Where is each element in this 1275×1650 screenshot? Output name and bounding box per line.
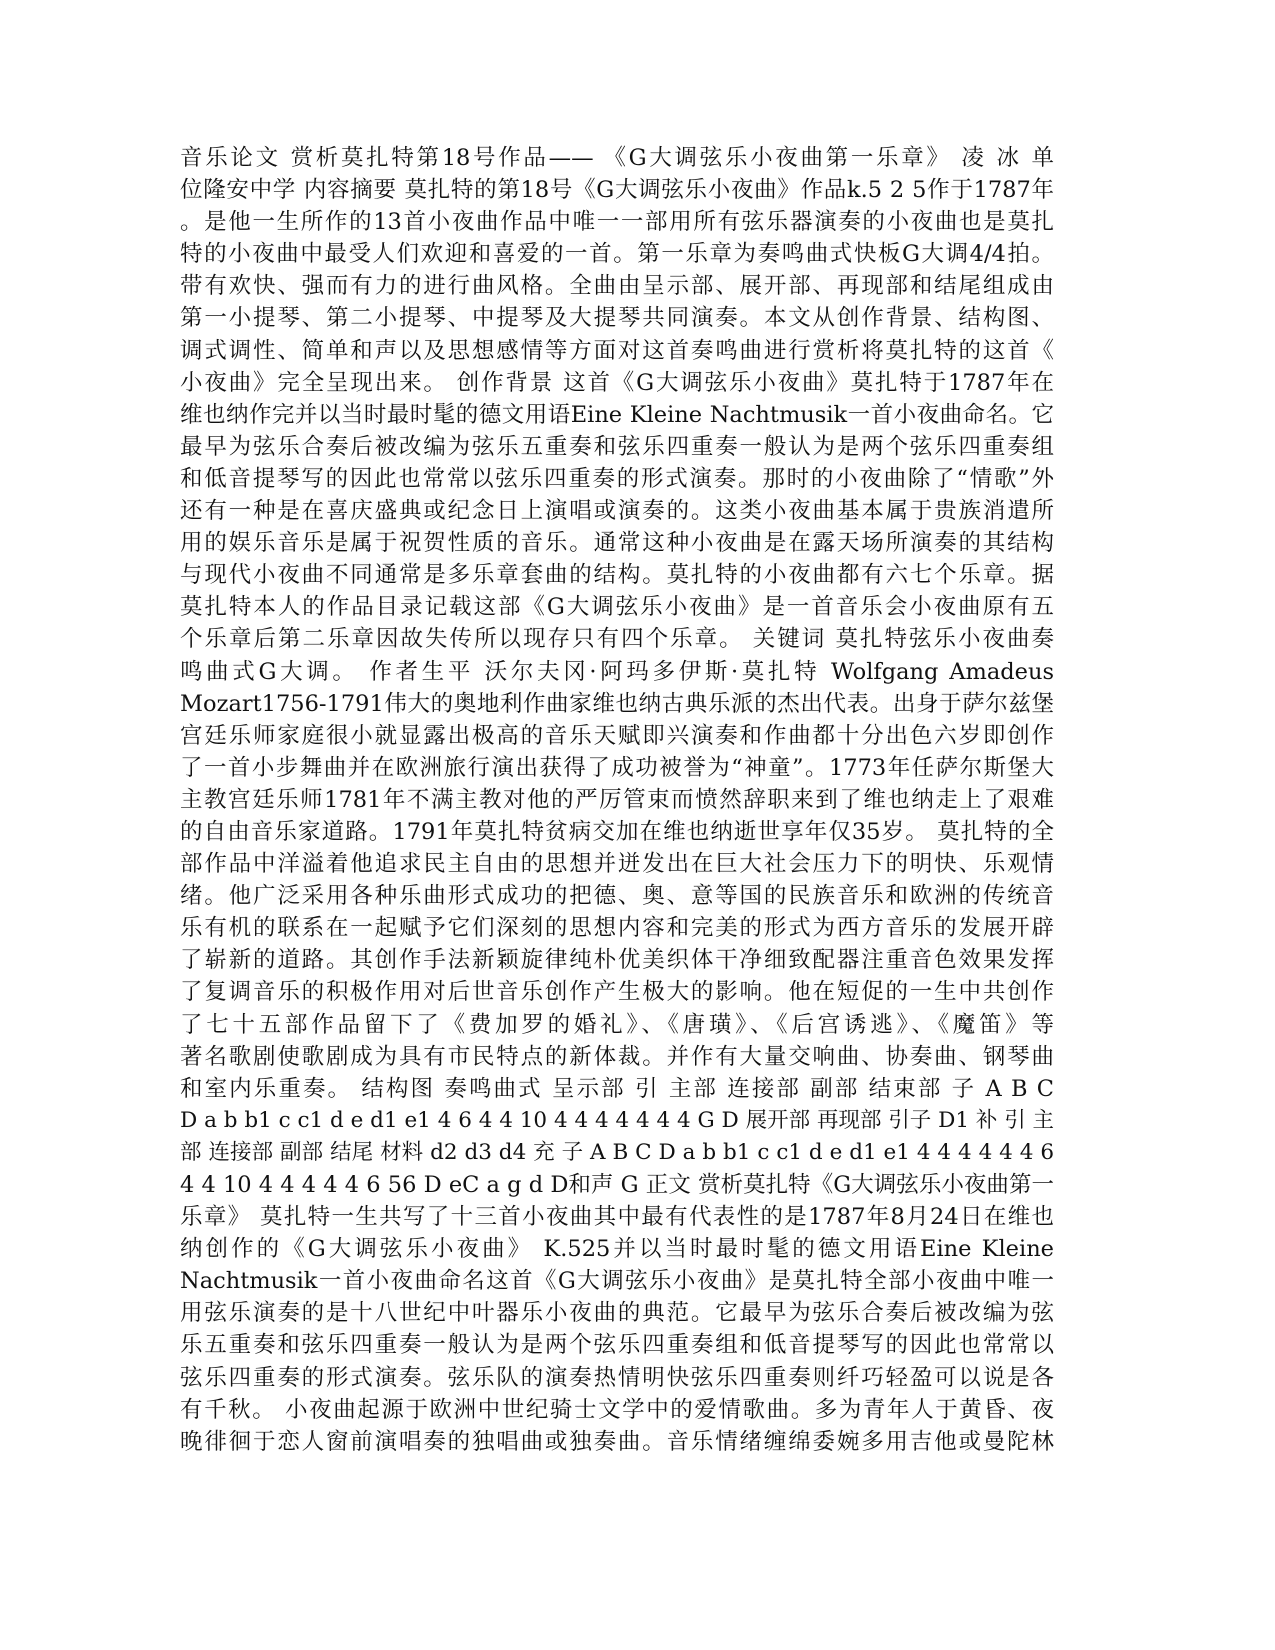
text-line: 与现代小夜曲不同通常是多乐章套曲的结构。莫扎特的小夜曲都有六七个乐章。据 [180, 562, 1054, 589]
text-line: 了崭新的道路。其创作手法新颖旋律纯朴优美织体干净细致配器注重音色效果发挥 [180, 947, 1054, 974]
text-line: 乐有机的联系在一起赋予它们深刻的思想内容和完美的形式为西方音乐的发展开辟 [180, 915, 1054, 942]
document-page [180, 142, 1054, 1458]
text-line: 维也纳作完并以当时最时髦的德文用语Eine Kleine Nachtmusik一首小夜曲命名。它 [180, 401, 1054, 428]
text-line: 部 连接部 副部 结尾 材料 d2 d3 d4 充 子 A B C D a b b1 c c1 d e d1 e1 4 4 4 4 4 4 6 [180, 1139, 1054, 1165]
text-line: 主教宫廷乐师1781年不满主教对他的严厉管束而愤然辞职来到了维也纳走上了艰难 [180, 786, 1054, 813]
text-line: 。是他一生所作的13首小夜曲作品中唯一一部用所有弦乐器演奏的小夜曲也是莫扎 [180, 209, 1054, 236]
text-line: 了一首小步舞曲并在欧洲旅行演出获得了成功被誉为“神童”。1773年任萨尔斯堡大 [180, 754, 1054, 781]
text-line: 乐五重奏和弦乐四重奏一般认为是两个弦乐四重奏组和低音提琴写的因此也常常以 [180, 1332, 1054, 1359]
text-line: 带有欢快、强而有力的进行曲风格。全曲由呈示部、展开部、再现部和结尾组成由 [180, 273, 1054, 300]
text-line: 第一小提琴、第二小提琴、中提琴及大提琴共同演奏。本文从创作背景、结构图、 [180, 305, 1054, 332]
text-line: 调式调性、简单和声以及思想感情等方面对这首奏鸣曲进行赏析将莫扎特的这首《 [180, 337, 1054, 364]
text-line: 位隆安中学 内容摘要 莫扎特的第18号《G大调弦乐小夜曲》作品k.5 2 5作于1787年 [180, 177, 1054, 204]
text-line: 弦乐四重奏的形式演奏。弦乐队的演奏热情明快弦乐四重奏则纤巧轻盈可以说是各 [180, 1364, 1054, 1391]
text-line: 宫廷乐师家庭很小就显露出极高的音乐天赋即兴演奏和作曲都十分出色六岁即创作 [180, 722, 1054, 749]
text-line: 纳创作的《G大调弦乐小夜曲》 K.525并以当时最时髦的德文用语Eine Kleine [180, 1236, 1054, 1263]
text-line: 鸣曲式G大调。 作者生平 沃尔夫冈·阿玛多伊斯·莫扎特 Wolfgang Amadeus [180, 658, 1054, 685]
text-line: 了复调音乐的积极作用对后世音乐创作产生极大的影响。他在短促的一生中共创作 [180, 979, 1054, 1006]
text-line: 用弦乐演奏的是十八世纪中叶器乐小夜曲的典范。它最早为弦乐合奏后被改编为弦 [180, 1300, 1054, 1327]
text-line: 著名歌剧使歌剧成为具有市民特点的新体裁。并作有大量交响曲、协奏曲、钢琴曲 [180, 1043, 1054, 1070]
text-line: 部作品中洋溢着他追求民主自由的思想并迸发出在巨大社会压力下的明快、乐观情 [180, 851, 1054, 878]
text-line: 和低音提琴写的因此也常常以弦乐四重奏的形式演奏。那时的小夜曲除了“情歌”外 [180, 465, 1054, 492]
text-line: 莫扎特本人的作品目录记载这部《G大调弦乐小夜曲》是一首音乐会小夜曲原有五 [180, 594, 1054, 621]
text-line: 晚徘徊于恋人窗前演唱奏的独唱曲或独奏曲。音乐情绪缠绵委婉多用吉他或曼陀林 [180, 1428, 1054, 1455]
text-line: 乐章》 莫扎特一生共写了十三首小夜曲其中最有代表性的是1787年8月24日在维也 [180, 1204, 1054, 1231]
text-line: 个乐章后第二乐章因故失传所以现存只有四个乐章。 关键词 莫扎特弦乐小夜曲奏 [180, 626, 1054, 653]
text-line: 有千秋。 小夜曲起源于欧洲中世纪骑士文学中的爱情歌曲。多为青年人于黄昏、夜 [180, 1396, 1054, 1423]
text-line: 了七十五部作品留下了《费加罗的婚礼》、《唐璜》、《后宫诱逃》、《魔笛》等 [180, 1011, 1054, 1038]
text-line: 用的娱乐音乐是属于祝贺性质的音乐。通常这种小夜曲是在露天场所演奏的其结构 [180, 530, 1054, 557]
text-line: D a b b1 c c1 d e d1 e1 4 6 4 4 10 4 4 4 4 4 4 4 G D 展开部 再现部 引子 D1 补 引 主 [180, 1107, 1055, 1133]
text-line: Nachtmusik一首小夜曲命名这首《G大调弦乐小夜曲》是莫扎特全部小夜曲中唯一 [180, 1268, 1054, 1295]
text-line: 小夜曲》完全呈现出来。 创作背景 这首《G大调弦乐小夜曲》莫扎特于1787年在 [180, 369, 1054, 396]
text-line: Mozart1756-1791伟大的奥地利作曲家维也纳古典乐派的杰出代表。出身于萨尔兹堡 [180, 690, 1054, 717]
text-line: 最早为弦乐合奏后被改编为弦乐五重奏和弦乐四重奏一般认为是两个弦乐四重奏组 [180, 433, 1054, 460]
text-line: 音乐论文 赏析莫扎特第18号作品—— 《G大调弦乐小夜曲第一乐章》 凌 冰 单 [180, 145, 1054, 171]
text-line: 绪。他广泛采用各种乐曲形式成功的把德、奥、意等国的民族音乐和欧洲的传统音 [180, 883, 1054, 910]
text-line: 4 4 10 4 4 4 4 4 6 56 D eC a g d D和声 G 正文 赏析莫扎特《G大调弦乐小夜曲第一 [180, 1172, 1054, 1198]
text-line: 还有一种是在喜庆盛典或纪念日上演唱或演奏的。这类小夜曲基本属于贵族消遣所 [180, 498, 1054, 525]
text-line: 特的小夜曲中最受人们欢迎和喜爱的一首。第一乐章为奏鸣曲式快板G大调4/4拍。 [180, 241, 1054, 268]
text-line: 和室内乐重奏。 结构图 奏鸣曲式 呈示部 引 主部 连接部 副部 结束部 子 A B C [180, 1075, 1054, 1102]
text-line: 的自由音乐家道路。1791年莫扎特贫病交加在维也纳逝世享年仅35岁。 莫扎特的全 [180, 818, 1054, 845]
